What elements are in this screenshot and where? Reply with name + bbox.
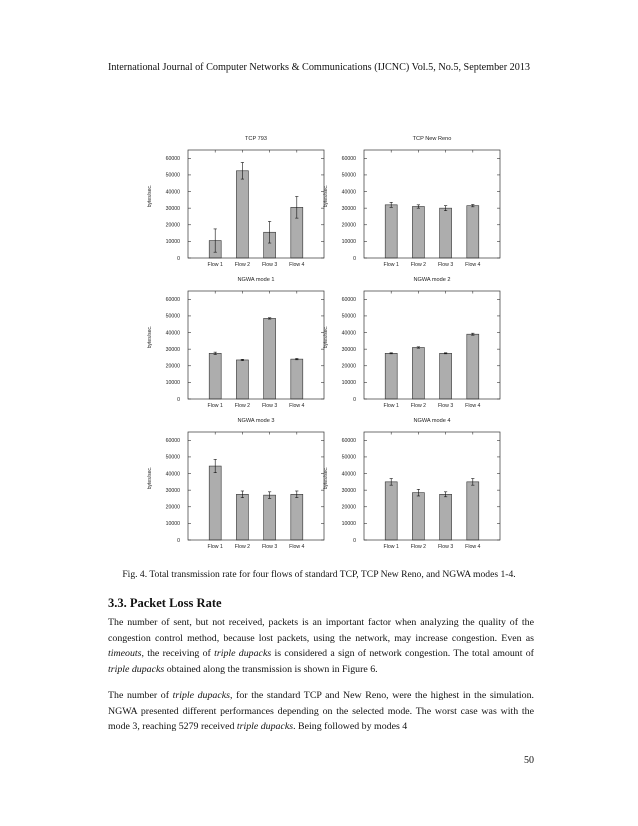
x-tick-label: Flow 1 [383, 262, 399, 268]
figure-caption: Fig. 4. Total transmission rate for four flows of standard TCP, TCP New Reno, and NGWA modes 1-4. [122, 569, 516, 580]
y-tick-label: 50000 [165, 172, 180, 179]
plot-frame [364, 432, 500, 540]
y-tick-label: 10000 [341, 521, 356, 528]
y-tick-label: 30000 [165, 346, 180, 353]
x-tick-label: Flow 4 [289, 403, 305, 409]
bar [236, 494, 248, 540]
x-tick-label: Flow 3 [261, 403, 278, 409]
y-tick-label: 20000 [165, 222, 180, 229]
y-tick-label: 20000 [341, 504, 356, 511]
x-tick-label: Flow 4 [465, 544, 481, 550]
page-number: 50 [524, 755, 534, 766]
y-tick-label: 0 [353, 255, 356, 262]
x-tick-label: Flow 4 [289, 262, 305, 268]
x-tick-label: Flow 2 [410, 544, 427, 550]
y-tick-label: 50000 [165, 313, 180, 320]
bar [467, 334, 479, 399]
y-tick-label: 20000 [341, 363, 356, 370]
y-tick-label: 20000 [165, 363, 180, 370]
chart-title: NGWA mode 4 [413, 418, 451, 424]
y-tick-label: 0 [177, 537, 180, 544]
bar [440, 494, 452, 540]
y-tick-label: 30000 [341, 205, 356, 212]
x-tick-label: Flow 1 [207, 403, 223, 409]
x-tick-label: Flow 2 [234, 262, 251, 268]
y-tick-label: 0 [353, 396, 356, 403]
y-axis-label: bytes/sec. [147, 184, 153, 208]
y-tick-label: 10000 [341, 380, 356, 387]
y-tick-label: 20000 [165, 504, 180, 511]
x-tick-label: Flow 2 [234, 403, 251, 409]
chart-4 [323, 277, 500, 409]
y-tick-label: 10000 [165, 380, 180, 387]
y-axis-label: bytes/sec. [323, 184, 329, 208]
journal-header: International Journal of Computer Networks & Communications (IJCNC) Vol.5, No.5, September 2013 [107, 62, 531, 73]
x-tick-label: Flow 4 [289, 544, 305, 550]
y-axis-label: bytes/sec. [147, 325, 153, 349]
y-tick-label: 10000 [165, 239, 180, 246]
y-tick-label: 50000 [341, 172, 356, 179]
paragraph-1: The number of sent, but not received, packets is an important factor when analyzing the quality of the congestion control method, because lost packets, using the network, may increase congestion. Even as timeouts, the receiving of triple dupacks is considered a sign of network congestion. The total amount of triple dupacks obtained along the transmission is shown in Figure 6. [108, 617, 534, 675]
x-tick-label: Flow 3 [437, 262, 454, 268]
bar [264, 318, 276, 399]
y-axis-label: bytes/sec. [323, 466, 329, 490]
bar [412, 493, 424, 540]
x-tick-label: Flow 4 [465, 262, 481, 268]
y-tick-label: 10000 [341, 239, 356, 246]
chart-1 [147, 136, 324, 268]
x-tick-label: Flow 1 [383, 403, 399, 409]
x-tick-label: Flow 2 [234, 544, 251, 550]
chart-title: NGWA mode 2 [413, 277, 451, 283]
plot-frame [364, 150, 500, 258]
y-tick-label: 30000 [341, 346, 356, 353]
x-tick-label: Flow 2 [410, 403, 427, 409]
x-tick-label: Flow 1 [207, 544, 223, 550]
y-tick-label: 0 [177, 255, 180, 262]
plot-frame [364, 291, 500, 399]
y-tick-label: 60000 [165, 156, 180, 163]
bar [385, 205, 397, 258]
bar [209, 353, 221, 399]
y-tick-label: 40000 [341, 189, 356, 196]
bar [467, 206, 479, 258]
chart-title: TCP New Reno [412, 136, 452, 142]
y-tick-label: 30000 [165, 205, 180, 212]
y-tick-label: 40000 [165, 471, 180, 478]
x-tick-label: Flow 2 [410, 262, 427, 268]
y-tick-label: 30000 [341, 487, 356, 494]
bar [291, 494, 303, 540]
y-tick-label: 40000 [165, 189, 180, 196]
y-tick-label: 60000 [165, 438, 180, 445]
bar [385, 482, 397, 540]
y-tick-label: 40000 [165, 330, 180, 337]
bar [440, 208, 452, 258]
bar [236, 360, 248, 399]
paragraph-2: The number of triple dupacks, for the standard TCP and New Reno, were the highest in the simulation. NGWA presented different performances depending on the selected mode. The worst case was with the mode 3, reaching 5279 received triple dupacks. Being followed by modes 4 [108, 690, 534, 733]
y-tick-label: 60000 [165, 297, 180, 304]
y-tick-label: 40000 [341, 471, 356, 478]
bar [412, 206, 424, 258]
bar [385, 353, 397, 399]
x-tick-label: Flow 3 [261, 262, 278, 268]
plot-frame [188, 291, 324, 399]
y-tick-label: 60000 [341, 297, 356, 304]
y-axis-label: bytes/sec. [323, 325, 329, 349]
x-tick-label: Flow 4 [465, 403, 481, 409]
y-tick-label: 50000 [341, 313, 356, 320]
chart-2 [323, 136, 500, 268]
bar [291, 359, 303, 399]
chart-3 [147, 277, 324, 409]
y-tick-label: 0 [353, 537, 356, 544]
x-tick-label: Flow 1 [207, 262, 223, 268]
y-tick-label: 50000 [341, 454, 356, 461]
x-tick-label: Flow 3 [437, 403, 454, 409]
x-tick-label: Flow 3 [437, 544, 454, 550]
y-tick-label: 50000 [165, 454, 180, 461]
y-tick-label: 60000 [341, 438, 356, 445]
y-tick-label: 0 [177, 396, 180, 403]
y-tick-label: 20000 [341, 222, 356, 229]
bar [467, 482, 479, 540]
y-tick-label: 30000 [165, 487, 180, 494]
chart-5 [147, 418, 324, 550]
y-tick-label: 10000 [165, 521, 180, 528]
y-axis-label: bytes/sec. [147, 466, 153, 490]
x-tick-label: Flow 3 [261, 544, 278, 550]
chart-title: TCP 793 [245, 136, 267, 142]
bar [440, 353, 452, 399]
bar [412, 347, 424, 399]
y-tick-label: 40000 [341, 330, 356, 337]
bar [264, 495, 276, 540]
chart-6 [323, 418, 500, 550]
x-tick-label: Flow 1 [383, 544, 399, 550]
section-title: 3.3. Packet Loss Rate [108, 596, 222, 610]
chart-title: NGWA mode 1 [237, 277, 275, 283]
bar [236, 171, 248, 258]
chart-title: NGWA mode 3 [237, 418, 275, 424]
y-tick-label: 60000 [341, 156, 356, 163]
bar [209, 466, 221, 540]
plot-frame [188, 432, 324, 540]
plot-frame [188, 150, 324, 258]
